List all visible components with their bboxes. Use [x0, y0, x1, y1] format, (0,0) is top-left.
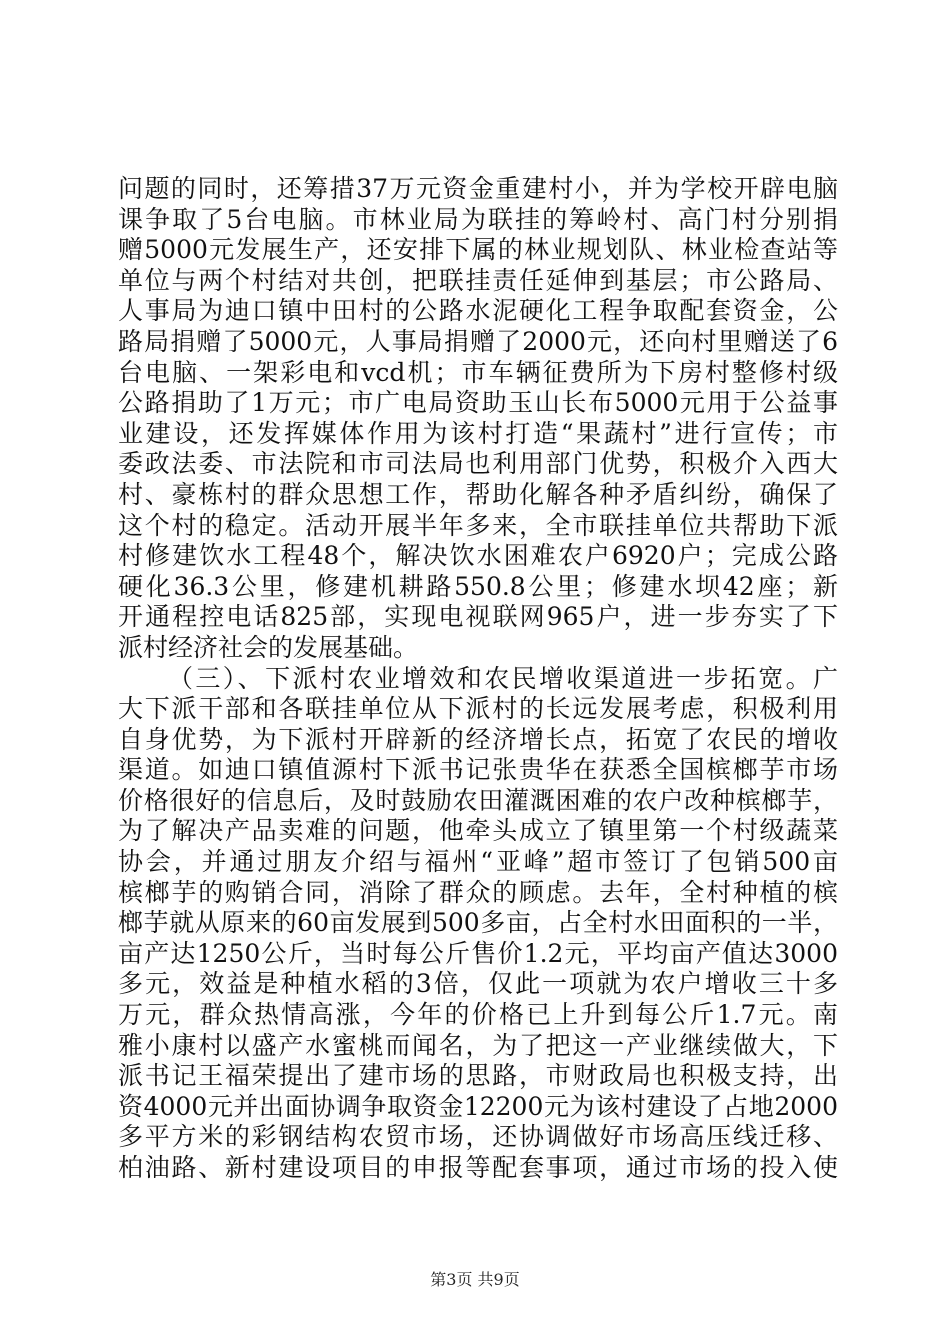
text-line: 课争取了5台电脑。市林业局为联挂的筹岭村、高门村分别捐 — [118, 204, 838, 234]
text-line: 多元，效益是种植水稻的3倍，仅此一项就为农户增收三十多 — [118, 969, 838, 999]
text-line: 问题的同时，还筹措37万元资金重建村小，并为学校开辟电脑 — [118, 174, 838, 203]
text-line: 派书记王福荣提出了建市场的思路，市财政局也积极支持，出 — [118, 1061, 838, 1091]
text-line: 路局捐赠了5000元，人事局捐赠了2000元，还向村里赠送了6 — [118, 326, 838, 356]
text-line: 槟榔芋的购销合同，消除了群众的顾虑。去年，全村种植的槟 — [118, 877, 838, 907]
text-line: 亩产达1250公斤，当时每公斤售价1.2元，平均亩产值达3000 — [118, 938, 838, 968]
text-line: 公路捐助了1万元；市广电局资助玉山长布5000元用于公益事 — [118, 388, 838, 418]
text-line: 硬化36.3公里，修建机耕路550.8公里；修建水坝42座；新 — [118, 571, 838, 601]
text-line: 为了解决产品卖难的问题，他牵头成立了镇里第一个村级蔬菜 — [118, 816, 838, 846]
text-line: 人事局为迪口镇中田村的公路水泥硬化工程争取配套资金，公 — [118, 296, 838, 326]
text-line: 大下派干部和各联挂单位从下派村的长远发展考虑，积极利用 — [118, 694, 838, 724]
text-line: 赠5000元发展生产，还安排下属的林业规划队、林业检查站等 — [118, 235, 838, 265]
text-line: 柏油路、新村建设项目的申报等配套事项，通过市场的投入使 — [118, 1153, 838, 1182]
text-line: 协会，并通过朋友介绍与福州“亚峰”超市签订了包销500亩 — [118, 847, 838, 877]
text-line: 台电脑、一架彩电和vcd机；市车辆征费所为下房村整修村级 — [118, 357, 838, 387]
text-line: 业建设，还发挥媒体作用为该村打造“果蔬村”进行宣传；市 — [118, 418, 838, 448]
page-footer: 第3页 共9页 — [430, 1270, 520, 1289]
text-line: 多平方米的彩钢结构农贸市场，还协调做好市场高压线迁移、 — [118, 1122, 838, 1152]
text-line: 榔芋就从原来的60亩发展到500多亩，占全村水田面积的一半， — [118, 908, 838, 938]
text-line: 这个村的稳定。活动开展半年多来，全市联挂单位共帮助下派 — [118, 510, 838, 540]
section-heading-line: （三）、下派村农业增效和农民增收渠道进一步拓宽。广 — [168, 663, 838, 693]
text-line: 村、豪栋村的群众思想工作，帮助化解各种矛盾纠纷，确保了 — [118, 479, 838, 509]
body-text — [118, 174, 838, 1184]
text-line: 资4000元并出面协调争取资金12200元为该村建设了占地2000 — [118, 1091, 838, 1121]
text-line: 价格很好的信息后，及时鼓励农田灌溉困难的农户改种槟榔芋， — [118, 785, 838, 815]
text-line: 派村经济社会的发展基础。 — [118, 632, 419, 662]
text-line: 万元，群众热情高涨，今年的价格已上升到每公斤1.7元。南 — [118, 1000, 838, 1030]
text-line: 单位与两个村结对共创，把联挂责任延伸到基层；市公路局、 — [118, 265, 838, 295]
text-line: 委政法委、市法院和市司法局也利用部门优势，积极介入西大 — [118, 449, 838, 479]
text-line: 雅小康村以盛产水蜜桃而闻名，为了把这一产业继续做大，下 — [118, 1030, 838, 1060]
text-line: 村修建饮水工程48个，解决饮水困难农户6920户；完成公路 — [118, 541, 838, 571]
text-line: 开通程控电话825部，实现电视联网965户，进一步夯实了下 — [118, 602, 838, 632]
text-line: 渠道。如迪口镇值源村下派书记张贵华在获悉全国槟榔芋市场 — [118, 755, 838, 785]
text-line: 自身优势，为下派村开辟新的经济增长点，拓宽了农民的增收 — [118, 724, 838, 754]
